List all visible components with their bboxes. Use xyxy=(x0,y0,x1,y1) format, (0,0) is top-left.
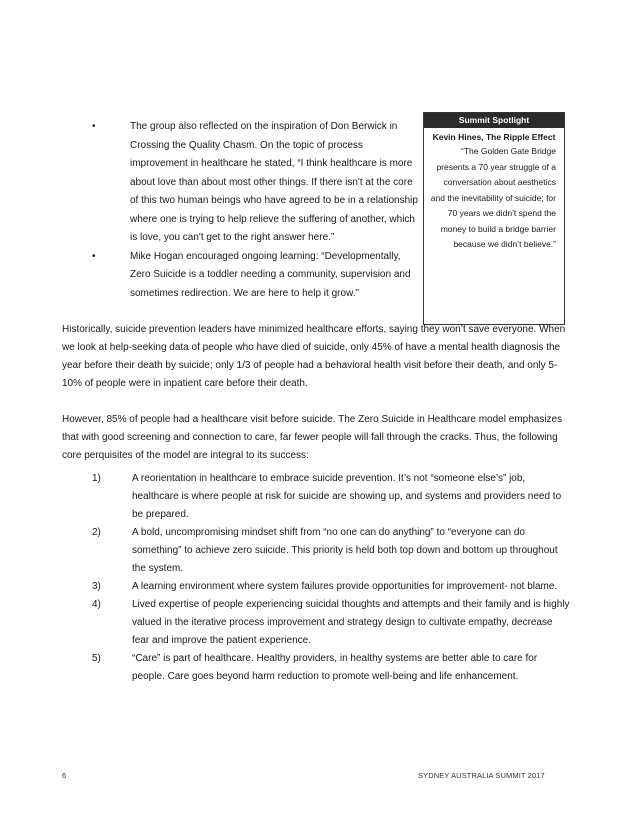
list-number: 5) xyxy=(92,653,101,664)
list-number: 4) xyxy=(92,599,101,610)
list-text: A reorientation in healthcare to embrace suicide prevention. It’s not “someone else’s” job, healthcare is where people at risk for suicide are showing up, and systems and providers need to be prepared. xyxy=(132,473,562,520)
spotlight-heading: Summit Spotlight xyxy=(424,113,564,128)
paragraph-historically: Historically, suicide prevention leaders have minimized healthcare efforts, saying they won’t save everyone. When we look at help-seeking data of people who have died of suicide, only 45% of have a mental health diagnosis the year before their death by suicide; only 1/3 of people had a behavioral health visit before their death, and only 5-10% of people were in inpatient care before their death. xyxy=(62,324,566,389)
list-text: A bold, uncompromising mindset shift from “no one can do anything” to “everyone can do something” to achieve zero suicide. This priority is held both top down and bottom up throughout the system. xyxy=(132,527,558,574)
bullet-marker: • xyxy=(92,121,96,132)
summit-spotlight-box xyxy=(423,112,565,325)
paragraph-however: However, 85% of people had a healthcare visit before suicide. The Zero Suicide in Healthcare model emphasizes that with good screening and connection to care, far fewer people will fall through the cracks. Thus, the following core perquisites of the model are integral to its success: xyxy=(62,414,563,461)
bullet-item xyxy=(88,248,418,304)
numbered-list xyxy=(92,470,570,686)
list-text: A learning environment where system failures provide opportunities for improvement- not blame. xyxy=(132,581,558,592)
list-text: “Care” is part of healthcare. Healthy providers, in healthy systems are better able to care for people. Care goes beyond harm reduction to promote well-being and life enhancement. xyxy=(132,653,538,682)
list-item xyxy=(92,650,570,686)
spotlight-quote: “The Golden Gate Bridge presents a 70 year struggle of a conversation about aesthetics and the inevitability of suicide; for 70 years we didn’t spend the money to build a bridge barrier because we didn’t believe.” xyxy=(430,146,556,249)
bullet-marker: • xyxy=(92,250,96,262)
list-number: 3) xyxy=(92,581,101,592)
spotlight-subheading: Kevin Hines, The Ripple Effect xyxy=(432,132,556,142)
list-number: 1) xyxy=(92,473,101,484)
list-number: 2) xyxy=(92,527,101,538)
list-item xyxy=(92,524,570,578)
footer-title: SYDNEY AUSTRALIA SUMMIT 2017 xyxy=(418,771,545,780)
bullet-text: The group also reflected on the inspiration of Don Berwick in Crossing the Quality Chasm. On the topic of process improvement in healthcare he stated, “I think healthcare is more about love than about most other things. If there isn't at the core of this two human beings who have agreed to be in a relationship where one is trying to help relieve the suffering of another, which is love, you can't get to the right answer here.” xyxy=(130,121,418,243)
bullet-item xyxy=(88,118,418,248)
list-item xyxy=(92,596,570,650)
list-item xyxy=(92,578,570,596)
bullet-text: Mike Hogan encouraged ongoing learning: “Developmentally, Zero Suicide is a toddler needing a community, supervision and sometimes redirection. We are here to help it grow.” xyxy=(130,250,411,299)
page-number: 6 xyxy=(62,771,67,780)
list-text: Lived expertise of people experiencing suicidal thoughts and attempts and their family and is highly valued in the iterative process improvement and strategy design to cultivate empathy, decrease fear and improve the patient experience. xyxy=(132,599,570,646)
bullet-list xyxy=(88,118,418,303)
list-item xyxy=(92,470,570,524)
